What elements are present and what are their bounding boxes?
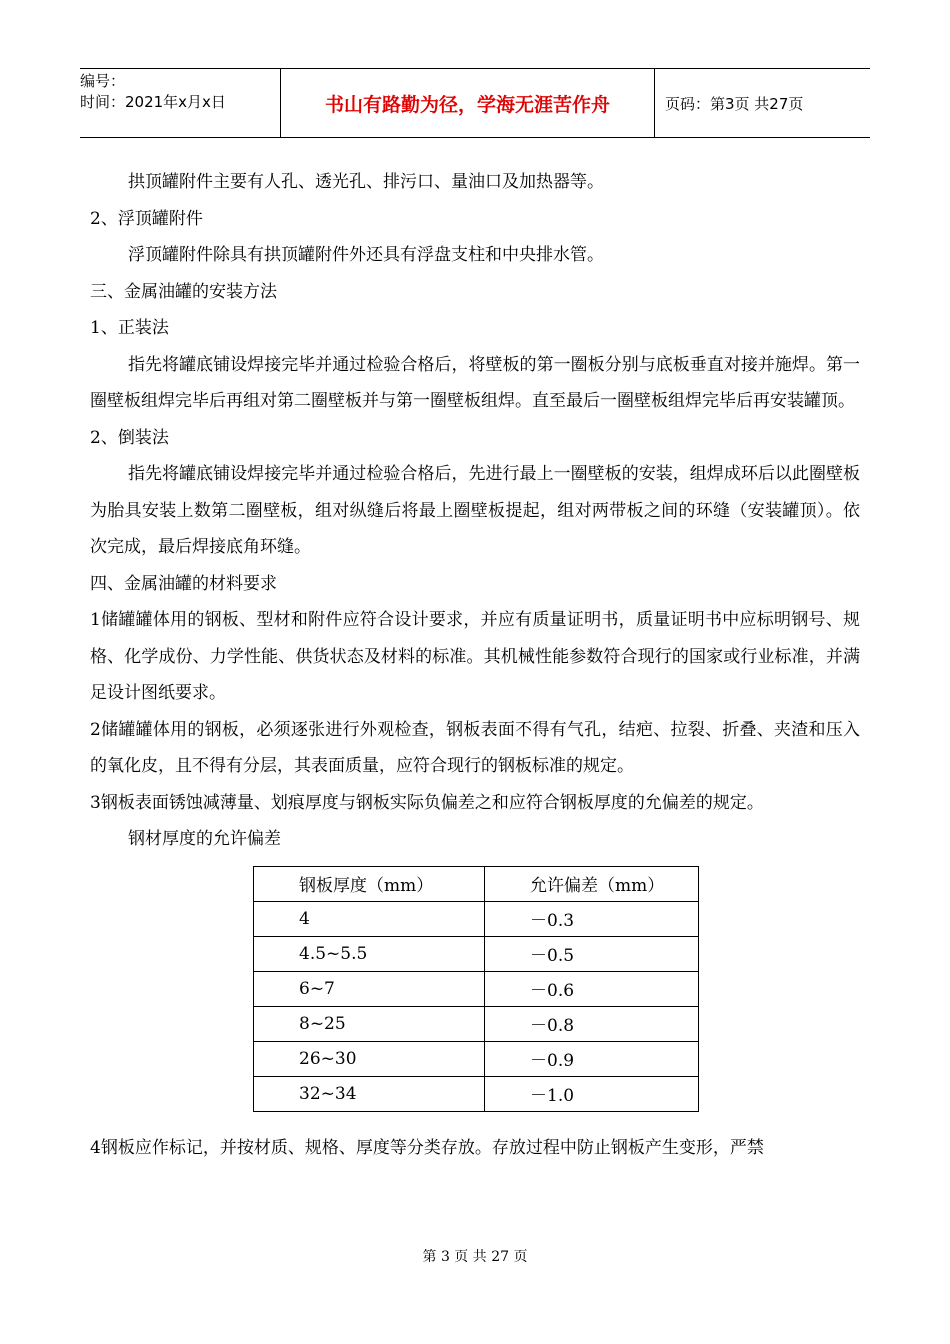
- table-cell: －0.3: [485, 901, 699, 936]
- paragraph: 3钢板表面锈蚀减薄量、划痕厚度与钢板实际负偏差之和应符合钢板厚度的允偏差的规定。: [90, 792, 764, 813]
- paragraph: 4钢板应作标记，并按材质、规格、厚度等分类存放。存放过程中防止钢板产生变形，严禁: [90, 1137, 764, 1158]
- paragraph: 拱顶罐附件主要有人孔、透光孔、排污口、量油口及加热器等。: [128, 172, 604, 192]
- section-heading: 1、正装法: [90, 318, 169, 338]
- table-row: [254, 936, 699, 971]
- table-cell: 4.5~5.5: [254, 936, 485, 971]
- document-body: [90, 164, 860, 1166]
- section-heading: 四、金属油罐的材料要求: [90, 573, 277, 594]
- table-cell: 32~34: [254, 1076, 485, 1111]
- table-cell: 4: [254, 901, 485, 936]
- table-header-cell: 允许偏差（mm）: [485, 866, 699, 901]
- paragraph: 指先将罐底铺设焊接完毕并通过检验合格后，先进行最上一圈壁板的安装，组焊成环后以此圈壁板为胎具安装上数第二圈壁板，组对纵缝后将最上圈壁板提起，组对两带板之间的环缝（安装罐顶）。依次完成，最后焊接底角环缝。: [90, 464, 860, 557]
- table-row: [254, 901, 699, 936]
- paragraph: 指先将罐底铺设焊接完毕并通过检验合格后，将壁板的第一圈板分别与底板垂直对接并施焊。第一圈壁板组焊完毕后再组对第二圈壁板并与第一圈壁板组焊。直至最后一圈壁板组焊完毕后再安装罐顶。: [90, 354, 860, 411]
- table-cell: －0.8: [485, 1006, 699, 1041]
- header-number: 编号：: [80, 72, 126, 90]
- header-motto: 书山有路勤为径，学海无涯苦作舟: [280, 69, 655, 137]
- paragraph: 1储罐罐体用的钢板、型材和附件应符合设计要求，并应有质量证明书，质量证明书中应标明钢号、规格、化学成份、力学性能、供货状态及材料的标准。其机械性能参数符合现行的国家或行业标准，并满足设计图纸要求。: [90, 610, 860, 703]
- table-cell: －0.6: [485, 971, 699, 1006]
- header-meta: [80, 69, 280, 137]
- table-header-row: [254, 866, 699, 901]
- table-header-cell: 钢板厚度（mm）: [254, 866, 485, 901]
- page-footer: 第 3 页 共 27 页: [422, 1249, 528, 1265]
- section-heading: 三、金属油罐的安装方法: [90, 281, 277, 302]
- header-time: 时间：2021年x月x日: [80, 93, 226, 111]
- table-row: [254, 1006, 699, 1041]
- header-page-info: 页码：第3页 共27页: [665, 94, 804, 113]
- table-row: [254, 1076, 699, 1111]
- table-cell: －0.5: [485, 936, 699, 971]
- table-cell: －0.9: [485, 1041, 699, 1076]
- table-cell: －1.0: [485, 1076, 699, 1111]
- table-cell: 6~7: [254, 971, 485, 1006]
- page-header: [80, 68, 870, 138]
- table-row: [254, 971, 699, 1006]
- table-cell: 26~30: [254, 1041, 485, 1076]
- table-row: [254, 1041, 699, 1076]
- paragraph: 浮顶罐附件除具有拱顶罐附件外还具有浮盘支柱和中央排水管。: [128, 245, 604, 265]
- table-cell: 8~25: [254, 1006, 485, 1041]
- tolerance-table: [253, 866, 699, 1112]
- section-heading: 2、浮顶罐附件: [90, 208, 203, 229]
- table-caption: 钢材厚度的允许偏差: [128, 829, 281, 849]
- paragraph: 2储罐罐体用的钢板，必须逐张进行外观检查，钢板表面不得有气孔，结疤、拉裂、折叠、夹渣和压入的氧化皮，且不得有分层，其表面质量，应符合现行的钢板标准的规定。: [90, 719, 860, 776]
- section-heading: 2、倒装法: [90, 427, 169, 448]
